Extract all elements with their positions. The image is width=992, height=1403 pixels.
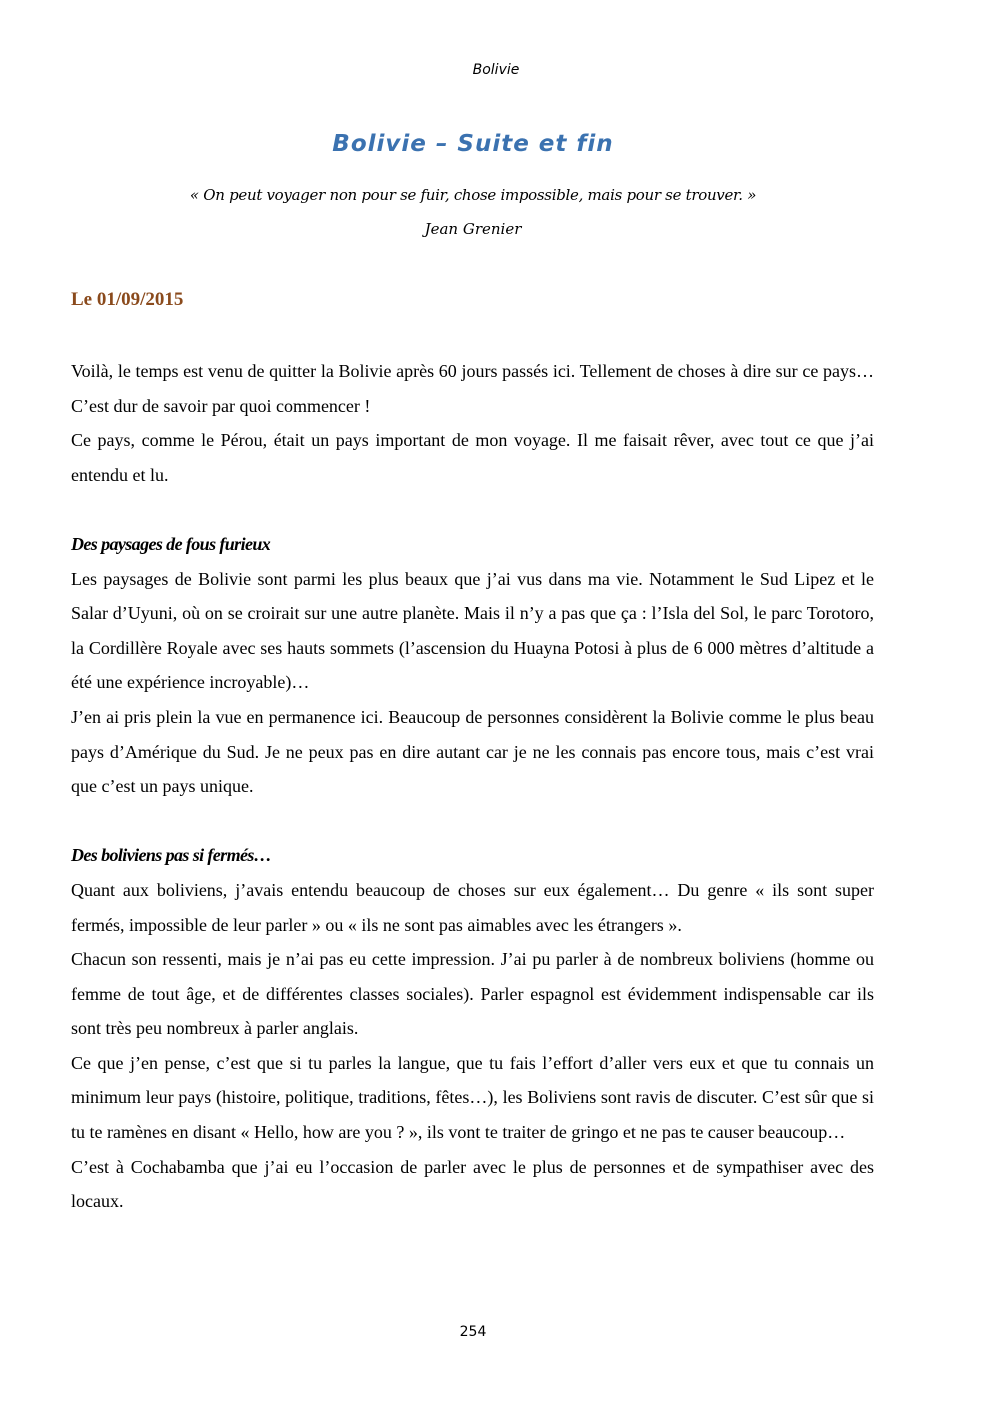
intro-paragraph: Voilà, le temps est venu de quitter la Bolivie après 60 jours passés ici. Tellement de choses à dire sur ce pays… C’est dur de savoir par quoi commencer ! [71,361,874,416]
intro-paragraph: Ce pays, comme le Pérou, était un pays important de mon voyage. Il me faisait rêver, avec tout ce que j’ai entendu et lu. [71,430,874,485]
section-paragraph: Quant aux boliviens, j’avais entendu beaucoup de choses sur eux également… Du genre « ils sont super fermés, impossible de leur parler » ou « ils ne sont pas aimables avec les étrangers ». [71,879,874,935]
section-paragraph: Ce que j’en pense, c’est que si tu parles la langue, que tu fais l’effort d’aller vers eux et que tu connais un minimum leur pays (histoire, politique, traditions, fêtes…), les Boliviens sont ravis de discuter. C’est sûr que si tu te ramènes en disant « Hello, how are you ? », ils vont te traiter de gringo et ne pas te causer beaucoup… [71,1052,874,1143]
section-heading: Des boliviens pas si fermés… [71,845,272,866]
epigraph-quote: « On peut voyager non pour se fuir, chose impossible, mais pour se trouver. » [189,186,757,204]
running-header: Bolivie [472,62,520,78]
section-paragraph: Les paysages de Bolivie sont parmi les plus beaux que j’ai vus dans ma vie. Notamment le Sud Lipez et le Salar d’Uyuni, où on se croirait sur une autre planète. Mais il n’y a pas que ça : l’Isla del Sol, le parc Torotoro, la Cordillère Royale avec ses hauts sommets (l’ascension du Huayna Potosi à plus de 6 000 mètres d’altitude a été une expérience incroyable)… [71,568,874,693]
section-paragraph: Chacun son ressenti, mais je n’ai pas eu cette impression. J’ai pu parler à de nombreux boliviens (homme ou femme de tout âge, et de différentes classes sociales). Parler espagnol est évidemment indispensable car ils sont très peu nombreux à parler anglais. [71,949,874,1039]
spacer [71,492,874,527]
section-paragraph: J’en ai pris plein la vue en permanence ici. Beaucoup de personnes considèrent la Bolivie comme le plus beau pays d’Amérique du Sud. Je ne peux pas en dire autant car je ne les connais pas encore tous, mais c’est vrai que c’est un pays unique. [71,706,874,797]
epigraph-author: Jean Grenier [424,220,522,238]
page-number: 254 [459,1324,487,1340]
date-heading: Le 01/09/2015 [71,289,184,310]
section-paragraph: C’est à Cochabamba que j’ai eu l’occasion de parler avec le plus de personnes et de sympathiser avec des locaux. [71,1156,874,1212]
article-body [71,354,874,1219]
spacer [71,804,874,839]
page-title: Bolivie – Suite et fin [332,131,614,157]
section-heading: Des paysages de fous furieux [71,533,271,554]
